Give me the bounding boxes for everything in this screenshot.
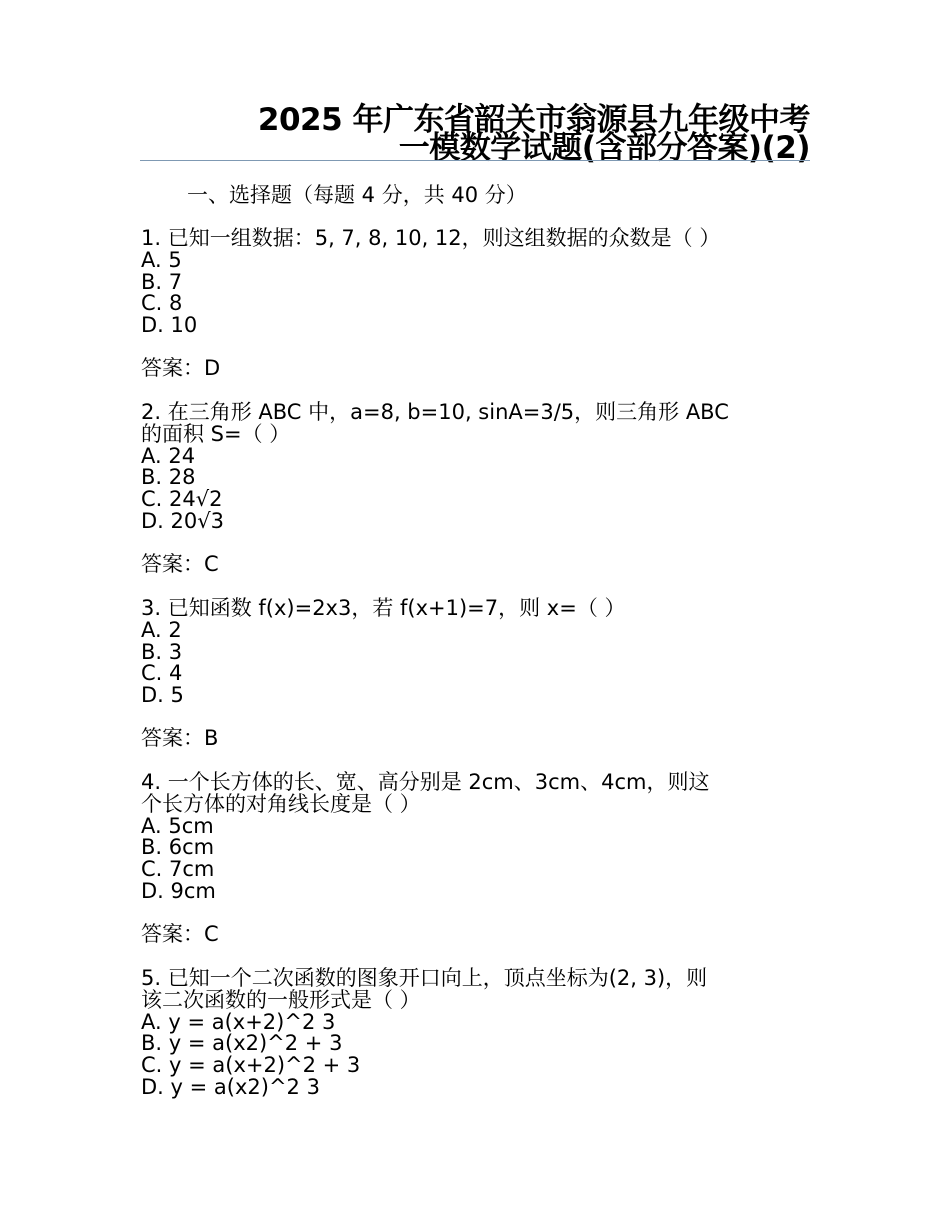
option-b: B. 3 (141, 639, 183, 664)
question-4 (141, 772, 813, 903)
answer-4: 答案：C (141, 922, 219, 946)
option-d: D. 9cm (141, 878, 216, 903)
title-line-2: 一模数学试题(含部分答案)(2) (398, 130, 810, 166)
question-3 (141, 598, 813, 707)
option-c: C. 24√2 (141, 487, 223, 512)
option-d: D. 5 (141, 683, 184, 708)
answer-1: 答案：D (141, 356, 221, 380)
option-b: B. y = a(x2)^2 + 3 (141, 1031, 343, 1056)
title-underline (140, 160, 810, 161)
option-a: A. y = a(x+2)^2 3 (141, 1009, 336, 1034)
option-d: D. y = a(x2)^2 3 (141, 1074, 320, 1099)
question-stem: 1. 已知一组数据：5, 7, 8, 10, 12，则这组数据的众数是（ ） (141, 226, 721, 250)
option-c: C. 7cm (141, 857, 215, 882)
question-stem-cont: 个长方体的对角线长度是（ ） (141, 791, 421, 816)
option-a: A. 2 (141, 617, 182, 642)
question-stem: 2. 在三角形 ABC 中，a=8, b=10, sinA=3/5，则三角形 ABC (141, 400, 729, 424)
question-1 (141, 228, 813, 337)
question-stem: 4. 一个长方体的长、宽、高分别是 2cm、3cm、4cm，则这 (141, 770, 710, 794)
option-b: B. 7 (141, 269, 183, 294)
section-heading: 一、选择题（每题 4 分，共 40 分） (187, 183, 527, 207)
question-5 (141, 968, 813, 1099)
question-stem: 3. 已知函数 f(x)=2x3，若 f(x+1)=7，则 x=（ ） (141, 596, 626, 620)
document-title (140, 102, 810, 166)
question-stem-cont: 的面积 S=（ ） (141, 421, 291, 446)
option-c: C. 4 (141, 661, 183, 686)
answer-2: 答案：C (141, 552, 219, 576)
option-d: D. 10 (141, 313, 198, 338)
option-c: C. 8 (141, 291, 183, 316)
option-a: A. 5 (141, 247, 182, 272)
question-stem: 5. 已知一个二次函数的图象开口向上，顶点坐标为(2, 3)，则 (141, 966, 708, 990)
title-line-1: 2025 年广东省韶关市翁源县九年级中考 (257, 102, 810, 138)
answer-3: 答案：B (141, 726, 219, 750)
option-a: A. 5cm (141, 813, 214, 838)
option-d: D. 20√3 (141, 508, 224, 533)
option-c: C. y = a(x+2)^2 + 3 (141, 1053, 361, 1078)
question-2 (141, 402, 813, 533)
question-stem-cont: 该二次函数的一般形式是（ ） (141, 987, 421, 1012)
option-b: B. 28 (141, 465, 196, 490)
option-b: B. 6cm (141, 835, 215, 860)
option-a: A. 24 (141, 443, 196, 468)
